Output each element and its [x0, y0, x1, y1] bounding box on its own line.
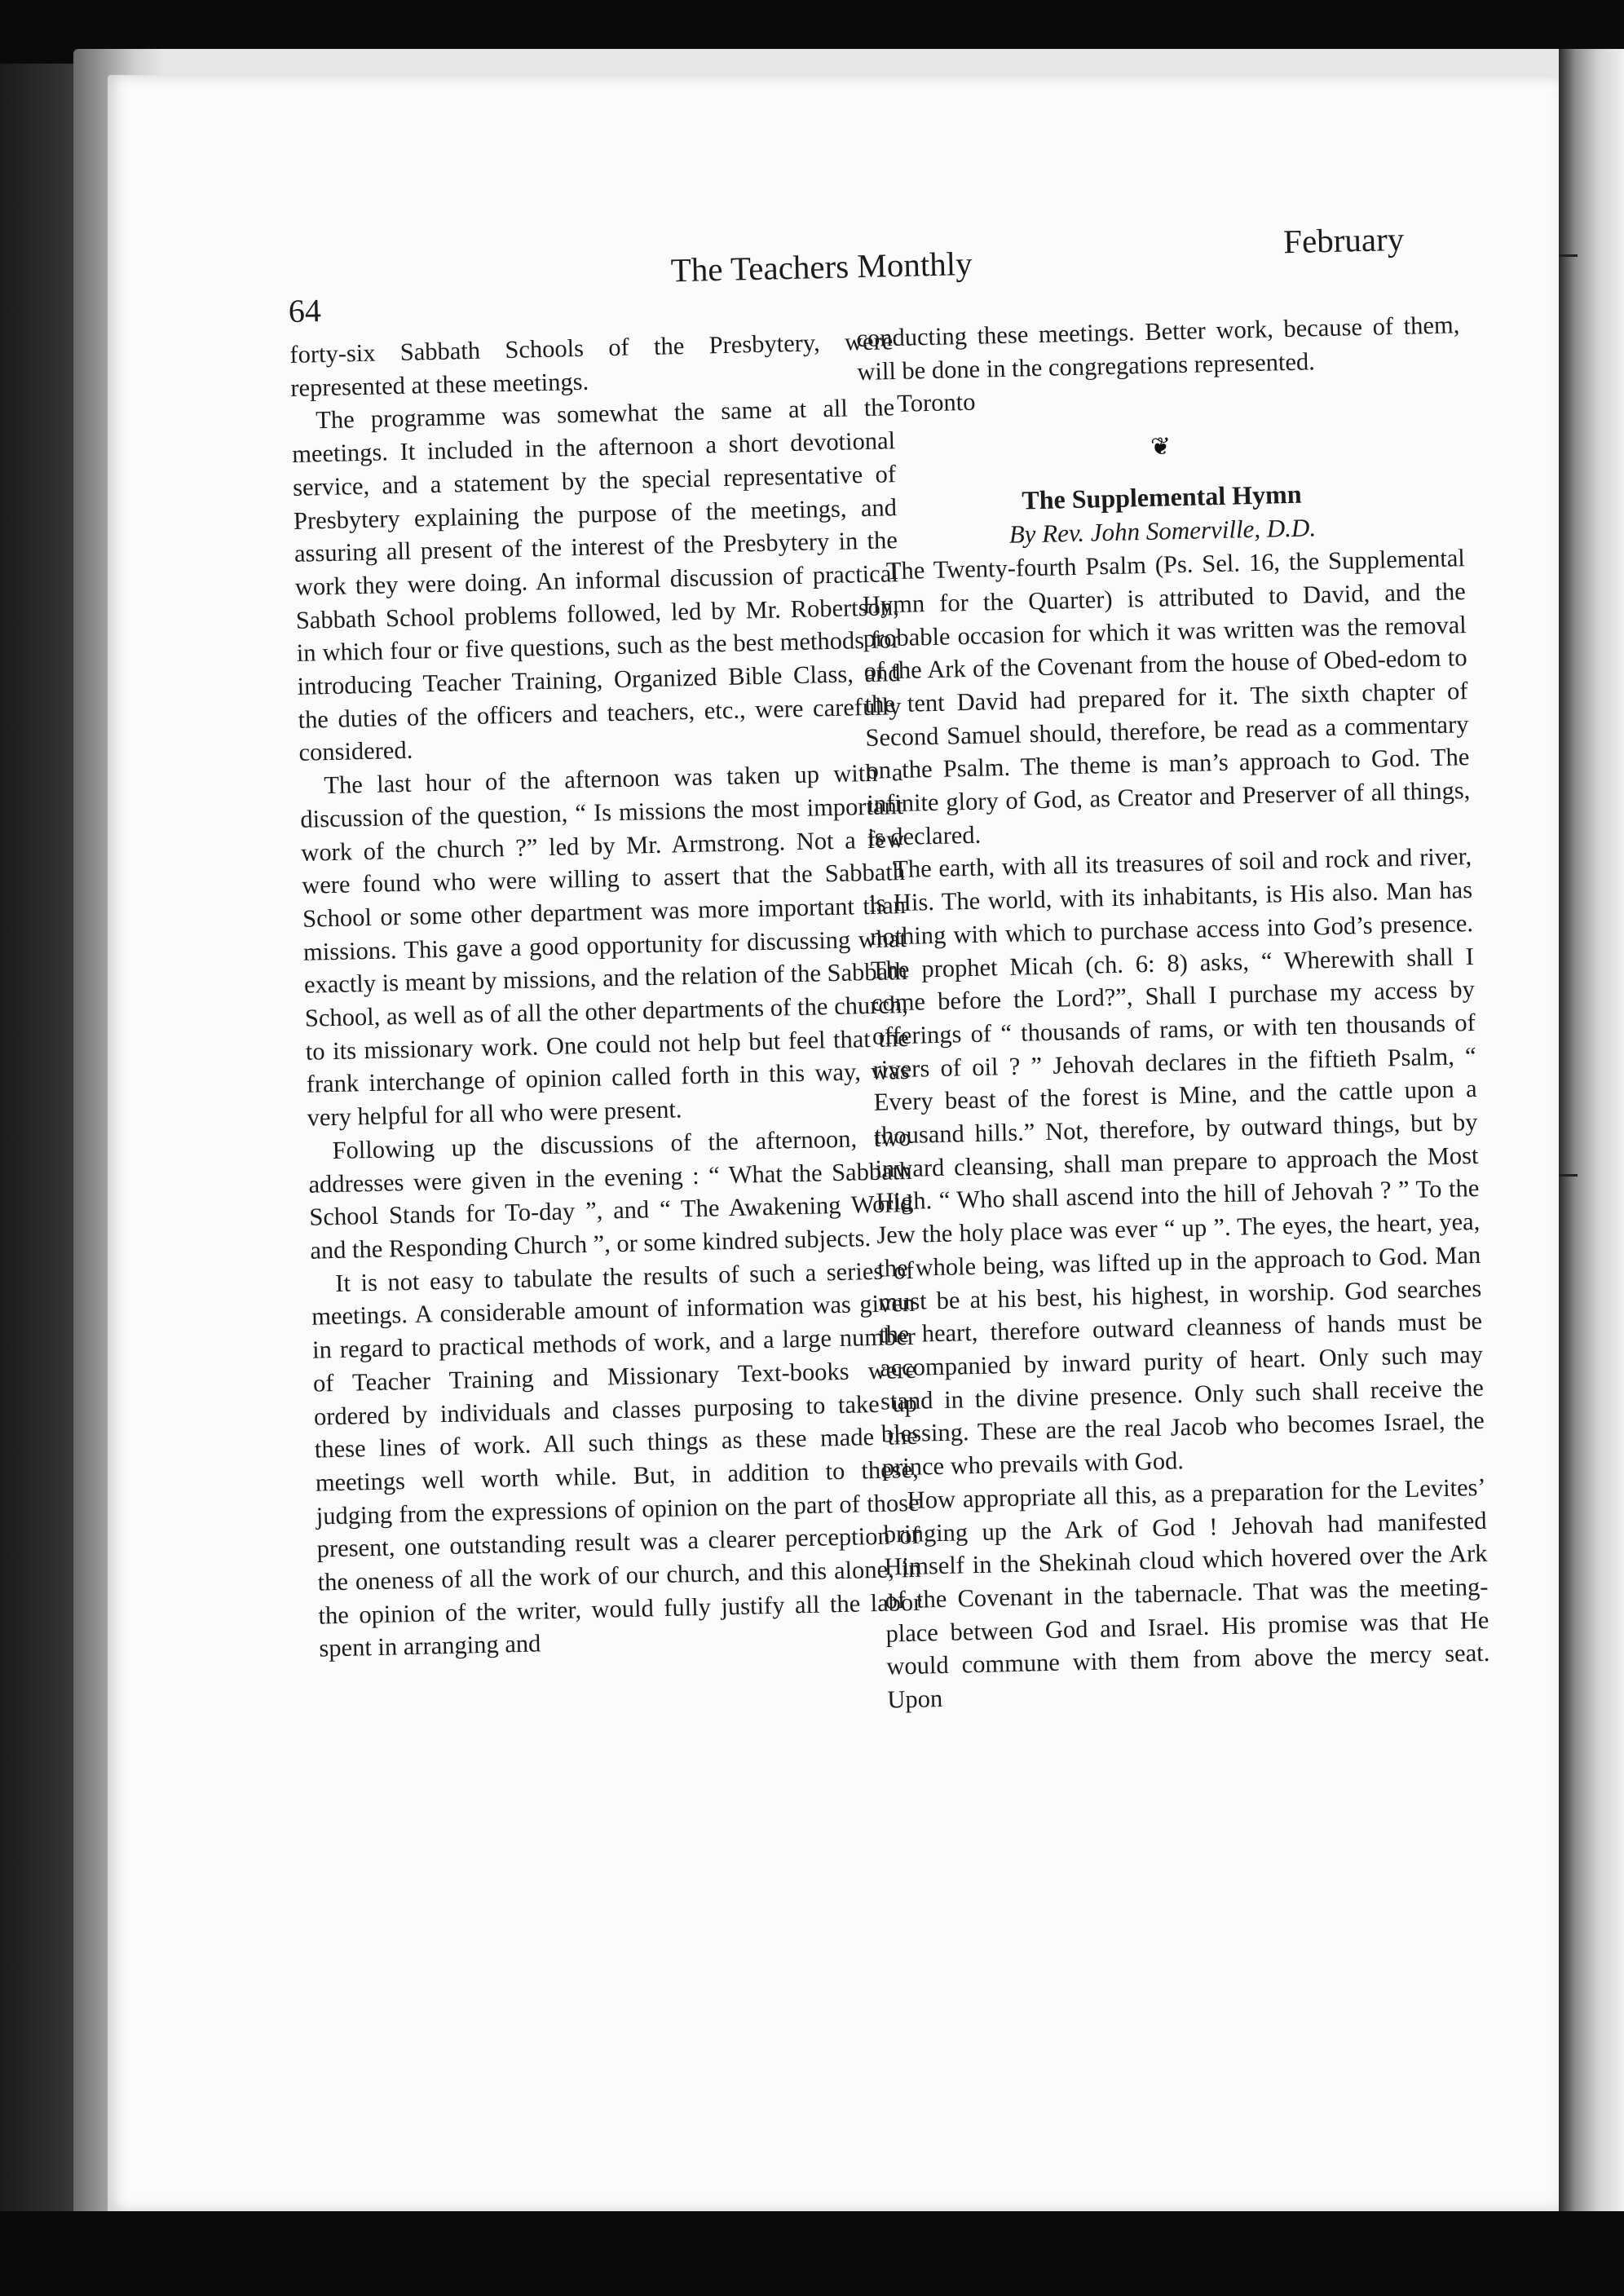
scan-backdrop-left [0, 0, 77, 2296]
page-number: 64 [288, 292, 322, 329]
scan-backdrop-bottom [0, 2211, 1624, 2296]
paragraph-continuation: conducting these meetings. Better work, because of them, will be done in the congregations represented. [856, 311, 1460, 386]
paragraph: It is not easy to tabulate the results of such a series of meetings. A considerable amount of information was given in regard to practical methods of work, and a large number of Teacher Training and Missionary Text-books were ordered by individuals and classes purposing to take up these lines of work. All such things as these made the meetings well worth while. But, in addition to these, judging from the expressions of opinion on the part of those present, one outstanding result was a clearer perception of the oneness of all the work of our church, and this alone, in the opinion of the writer, would fully justify all the labor spent in arranging and [311, 1256, 922, 1663]
section-ornament-icon: ❦ [1150, 433, 1172, 461]
right-column [856, 308, 1491, 1716]
paragraph: The programme was somewhat the same at all the meetings. It included in the afternoon a short devotional service, and a statement by the special representative of Presbytery explaining the purpose of the meetings, and assuring all present of the interest of the Presbytery in the work they were doing. An informal discussion of practical Sabbath School problems followed, led by Mr. Robertson, in which four or five questions, such as the best methods for introducing Teacher Training, Organized Bible Class, and the duties of the officers and teachers, etc., were carefully considered. [291, 393, 902, 767]
dateline: Toronto [896, 388, 976, 418]
article-byline: By Rev. John Somerville, D.D. [1008, 513, 1317, 549]
paragraph: forty-six Sabbath Schools of the Presbytery, were represented at these meetings. [289, 327, 894, 402]
paragraph: How appropriate all this, as a preparation for the Levites’ bringing up the Ark of God ! Jehovah had manifested Himself in the Shekinah cloud which hovered over the Ark of the Covenant in the tabernacle. That was the meeting-place between God and Israel. His promise was that He would commune with them from above the mercy seat. Upon [883, 1473, 1490, 1714]
paragraph: Following up the discussions of the afternoon, two addresses were given in the evening : “ What the Sabbath School Stands for To-day ”, and “ The Awakening World and the Responding Church ”, or some kindred subjects. [308, 1123, 913, 1265]
paragraph: The Twenty-fourth Psalm (Ps. Sel. 16, the Supplemental Hymn for the Quarter) is attributed to David, and the probable occasion for which it was written was the removal of the Ark of the Covenant from the house of Obed-edom to the tent David had prepared for it. The sixth chapter of Second Samuel should, therefore, be read as a commentary on the Psalm. The theme is man’s approach to God. The infinite glory of God, as Creator and Preserver of all things, is declared. [862, 544, 1471, 851]
paragraph: The earth, with all its treasures of soil and rock and river, is His. The world, with its inhabitants, is His also. Man has nothing with which to purchase access into God’s presence. The prophet Micah (ch. 6: 8) asks, “ Wherewith shall I come before the Lord?”, Shall I purchase my access by offerings of “ thousands of rams, or with ten thousands of rivers of oil ? ” Jehovah declares in the fiftieth Psalm, “ Every beast of the forest is Mine, and the cattle upon a thousand hills.” Not, therefore, by outward things, but by inward cleansing, shall man prepare to approach the Most High. “ Who shall ascend into the hill of Jehovah ? ” To the Jew the holy place was ever “ up ”. The eyes, the heart, yea, the whole being, was lifted up in the approach to God. Man must be at his best, his highest, in worship. God searches the heart, therefore outward cleanness of hands must be accompanied by inward purity of heart. Only such may stand in the divine presence. Only such shall receive the blessing. These are the real Jacob who becomes Israel, the prince who prevails with God. [868, 842, 1485, 1481]
left-column [289, 325, 923, 1665]
running-title: The Teachers Monthly [670, 244, 973, 289]
header-month: February [1282, 219, 1405, 261]
paragraph: The last hour of the afternoon was taken up with a discussion of the question, “ Is missions the most important work of the church ?” led by Mr. Armstrong. Not a few were found who were willing to assert that the Sabbath School or some other department was more important than missions. This gave a good opportunity for discussing what exactly is meant by missions, and the relation of the Sabbath School, as well as of all the other departments of the church, to its missionary work. One could not help but feel that the frank interchange of opinion called forth in this way, was very helpful for all who were present. [299, 758, 910, 1132]
adjacent-page-edge [1559, 49, 1624, 2250]
article-title: The Supplemental Hymn [1022, 479, 1302, 515]
